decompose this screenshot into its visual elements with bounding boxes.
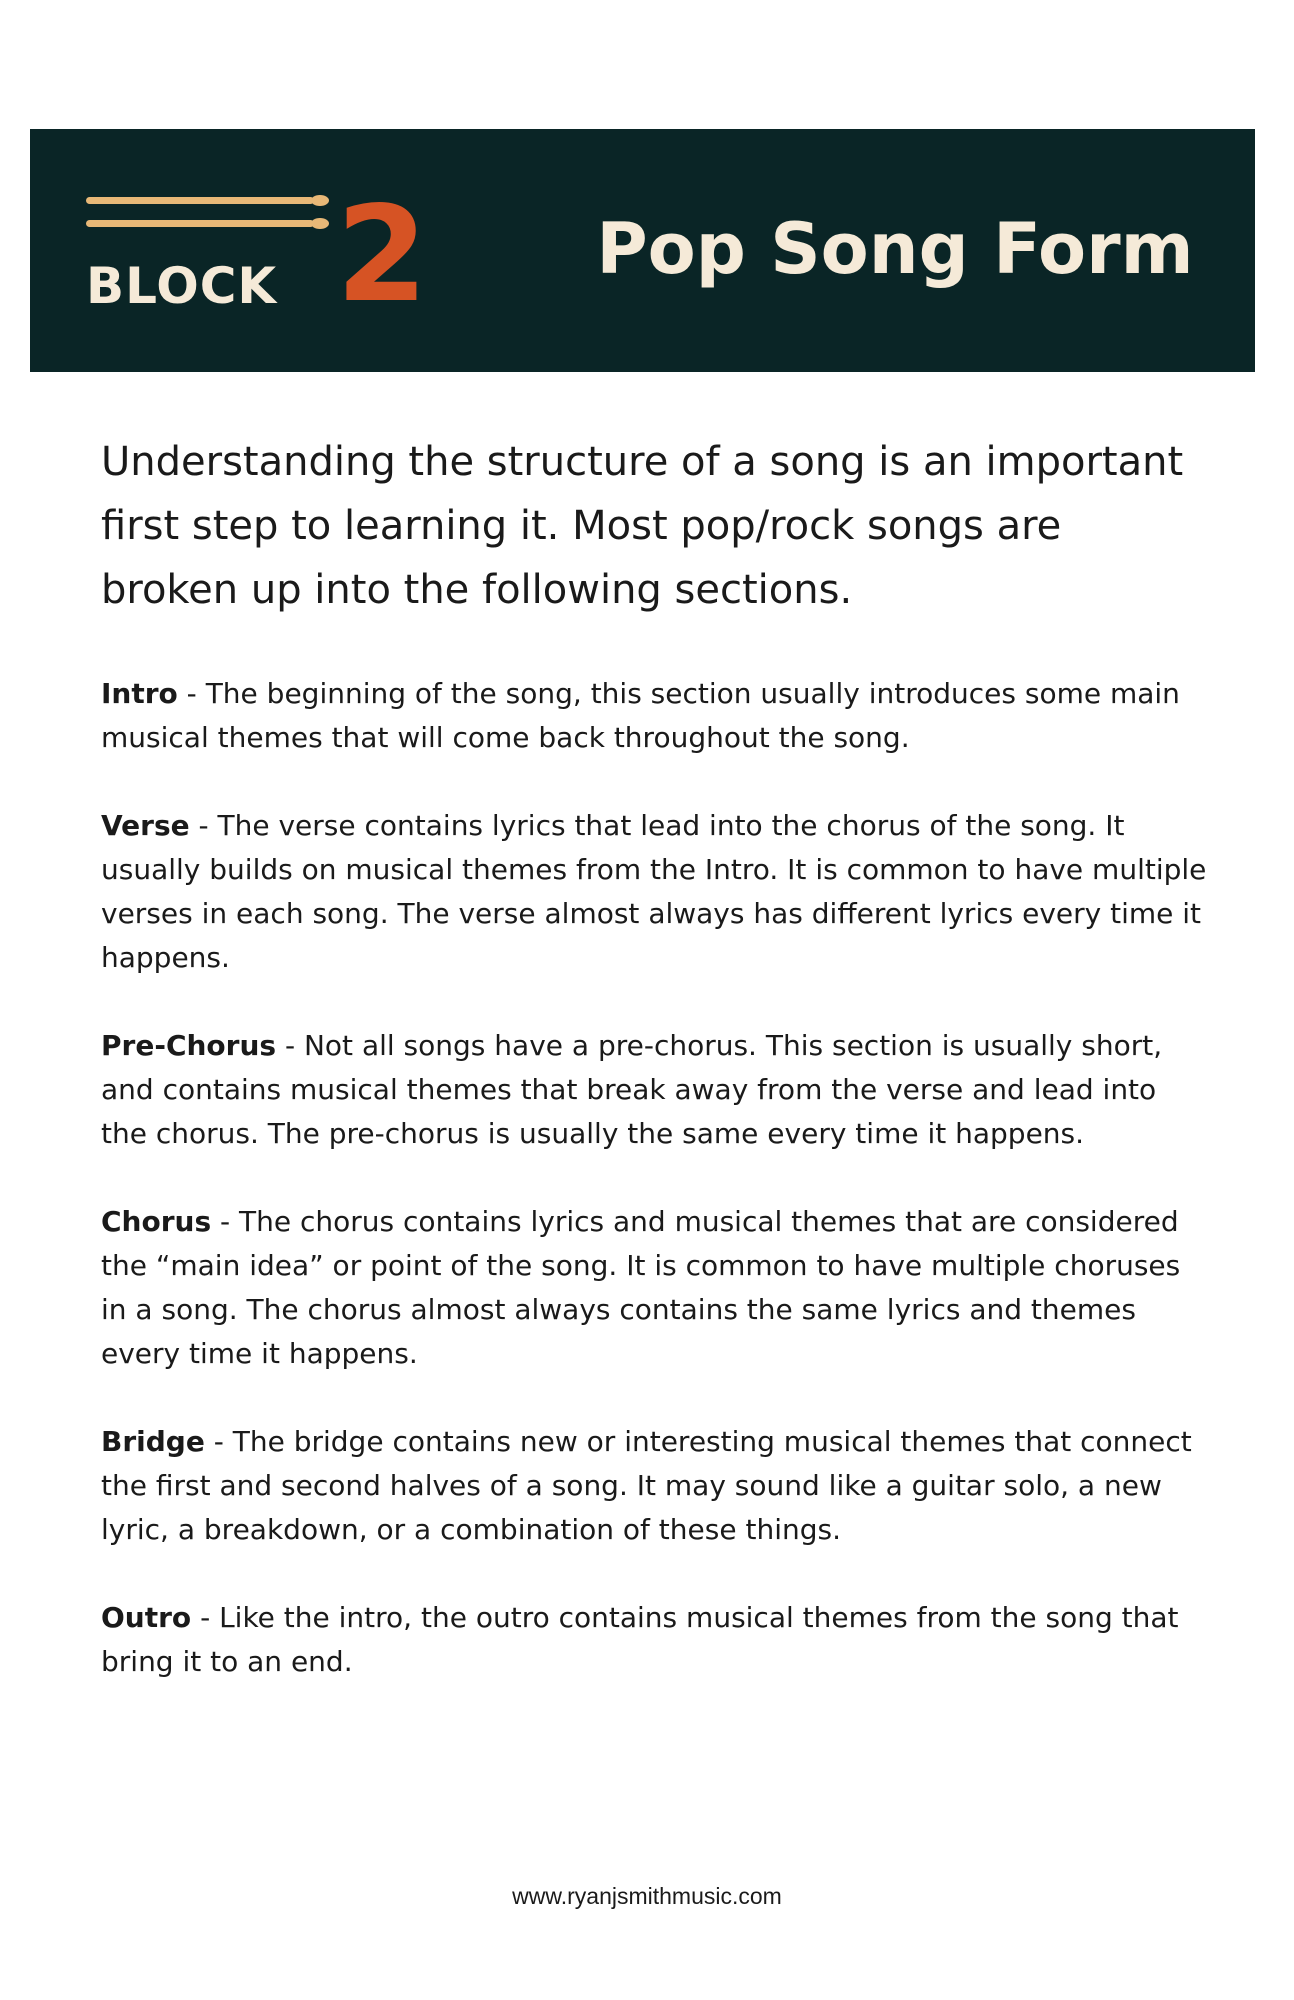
section-bridge — [101, 1420, 1211, 1552]
logo-number: 2 — [336, 178, 428, 332]
section-list — [101, 672, 1211, 1728]
section-term: Outro — [101, 1601, 192, 1634]
logo — [86, 178, 486, 332]
section-term: Pre-Chorus — [101, 1029, 277, 1062]
section-chorus — [101, 1200, 1211, 1376]
section-separator: - — [211, 1205, 240, 1238]
section-separator: - — [177, 677, 206, 710]
section-description: The bridge contains new or interesting musical themes that connect the first and second halves of a song. It may sound like a guitar solo, a new lyric, a breakdown, or a combination of these things. — [101, 1425, 1192, 1546]
section-term: Bridge — [101, 1425, 205, 1458]
section-term: Verse — [101, 809, 190, 842]
section-outro — [101, 1596, 1211, 1684]
section-intro — [101, 672, 1211, 760]
section-separator: - — [204, 1425, 233, 1458]
section-term: Chorus — [101, 1205, 212, 1238]
section-separator: - — [276, 1029, 304, 1062]
page-title: Pop Song Form — [596, 208, 1194, 290]
section-description: The chorus contains lyrics and musical themes that are considered the “main idea” or point of the song. It is common to have multiple choruses in a song. The chorus almost always contains the same lyrics and themes every time it happens. — [101, 1205, 1181, 1370]
section-term: Intro — [101, 677, 178, 710]
footer-url: www.ryanjsmithmusic.com — [512, 1883, 782, 1909]
logo-text: BLOCK — [86, 257, 278, 315]
intro-paragraph: Understanding the structure of a song is an important first step to learning it. Most pop/rock songs are broken up into the following sections. — [101, 439, 1184, 613]
section-separator: - — [191, 1601, 220, 1634]
drumsticks-icon — [86, 189, 336, 239]
section-description: Like the intro, the outro contains musical themes from the song that bring it to an end. — [101, 1601, 1179, 1678]
section-description: The verse contains lyrics that lead into the chorus of the song. It usually builds on musical themes from the Intro. It is common to have multiple verses in each song. The verse almost always has different lyrics every time it happens. — [101, 809, 1207, 974]
section-description: Not all songs have a pre-chorus. This section is usually short, and contains musical themes that break away from the verse and lead into the chorus. The pre-chorus is usually the same every time it happens. — [101, 1029, 1163, 1150]
header-banner — [30, 129, 1255, 372]
section-pre-chorus — [101, 1024, 1211, 1156]
section-separator: - — [189, 809, 218, 842]
section-description: The beginning of the song, this section usually introduces some main musical themes that will come back throughout the song. — [101, 677, 1180, 754]
section-verse — [101, 804, 1211, 980]
